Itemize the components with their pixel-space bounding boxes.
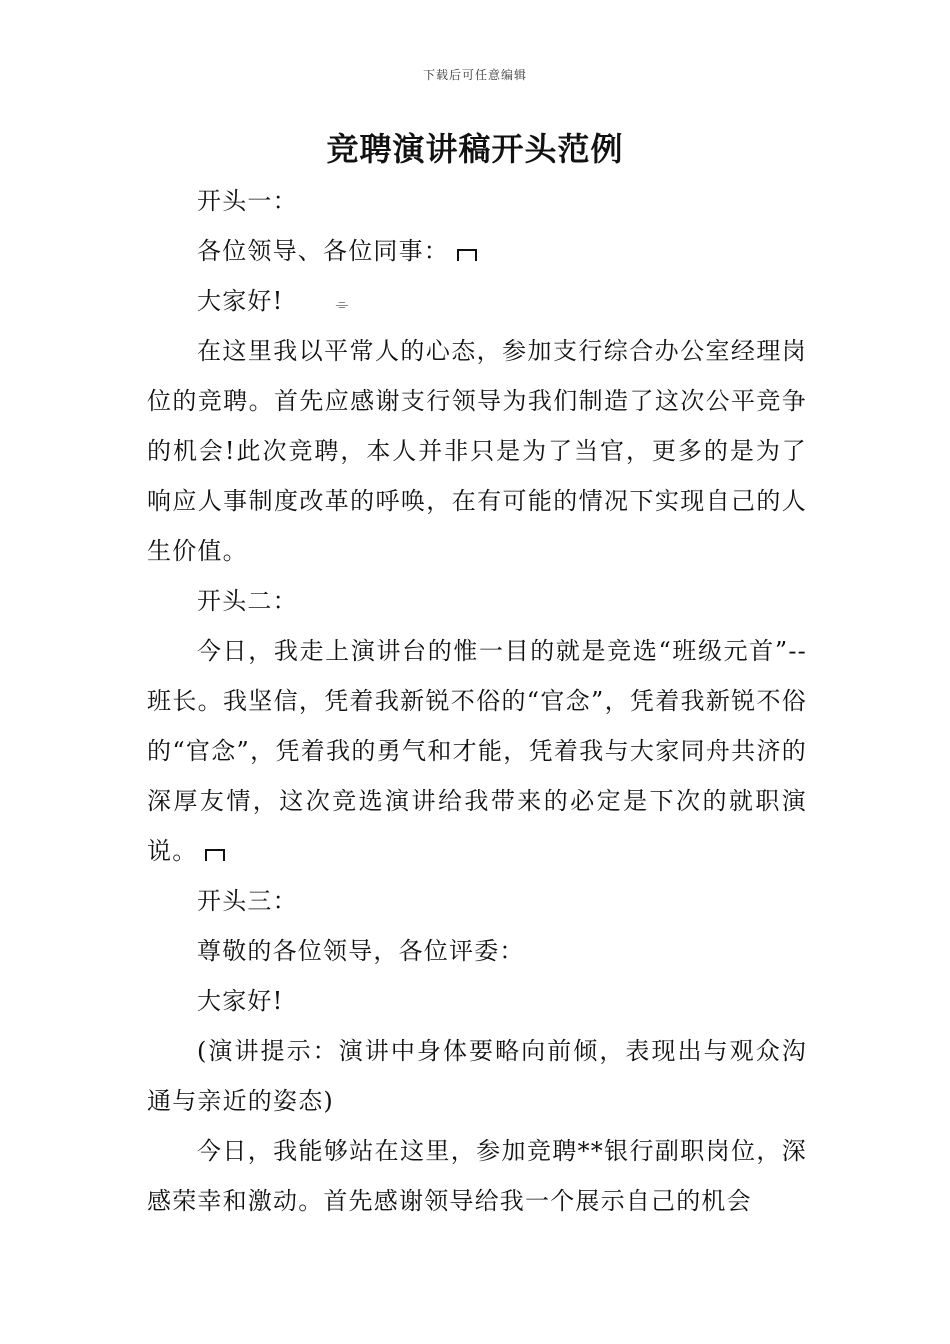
paragraph-text: 在这里我以平常人的心态，参加支行综合办公室经理岗位的竞聘。首先应感谢支行领导为我们制造了这次公平竞争的机会!此次竞聘，本人并非只是为了当官，更多的是为了响应人事制度改革的呼唤，在有可能的情况下实现自己的人生价值。 (147, 337, 807, 565)
paragraph (147, 976, 807, 1026)
edit-mark-icon (455, 243, 477, 263)
paragraph (147, 876, 807, 926)
paragraph (147, 576, 807, 626)
document-body (147, 176, 807, 1226)
dash-mark-icon: ⌯ (335, 294, 350, 313)
paragraph-text: (演讲提示：演讲中身体要略向前倾，表现出与观众沟通与亲近的姿态) (147, 1037, 807, 1115)
paragraph-text: 大家好! (197, 987, 284, 1015)
paragraph (147, 326, 807, 576)
paragraph (147, 226, 807, 276)
paragraph (147, 1126, 807, 1226)
paragraph (147, 1026, 807, 1126)
paragraph (147, 626, 807, 876)
paragraph (147, 276, 807, 326)
paragraph (147, 176, 807, 226)
header-note: 下载后可任意编辑 (422, 68, 527, 82)
paragraph-text: 今日，我走上演讲台的惟一目的就是竞选“班级元首”--班长。我坚信，凭着我新锐不俗的“官念”，凭着我新锐不俗的“官念”，凭着我的勇气和才能，凭着我与大家同舟共济的深厚友情，这次竞选演讲给我带来的必定是下次的就职演说。 (147, 637, 807, 865)
paragraph (147, 926, 807, 976)
paragraph-text: 大家好! (197, 287, 284, 315)
paragraph-text: 尊敬的各位领导，各位评委： (197, 937, 525, 965)
document-title: 竞聘演讲稿开头范例 (326, 130, 624, 168)
paragraph-text: 各位领导、各位同事： (197, 237, 449, 265)
paragraph-text: 今日，我能够站在这里，参加竞聘**银行副职岗位，深感荣幸和激动。首先感谢领导给我一个展示自己的机会 (147, 1137, 807, 1215)
paragraph-text: 开头三： (197, 887, 298, 915)
paragraph-text: 开头二： (197, 587, 298, 615)
edit-mark-icon (203, 843, 225, 863)
paragraph-text: 开头一： (197, 187, 298, 215)
